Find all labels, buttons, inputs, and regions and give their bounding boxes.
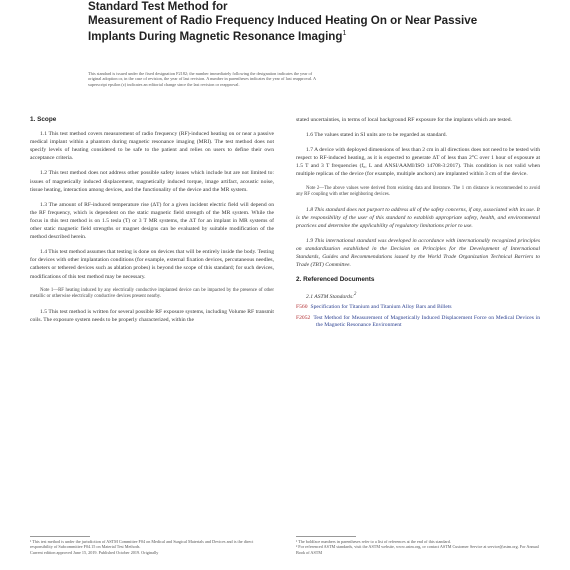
- reference-code[interactable]: F2052: [296, 314, 311, 321]
- paragraph-continued: stated uncertainties, in terms of local background RF exposure for the implants which are tested.: [296, 117, 512, 123]
- paragraph-1-6: 1.6 The values stated in SI units are to be regarded as standard.: [306, 132, 447, 139]
- document-title: [88, 0, 508, 43]
- title-footnote-mark: 1: [342, 30, 347, 37]
- reference-title[interactable]: Test Method for Measurement of Magnetically Induced Displacement Force on Medical Devices in the Magnetic Resonance Environment: [313, 314, 540, 329]
- note-2: Note 2—The above values were derived from existing data and literature. The 1 cm distance is recommended to avoid any RF coupling with other neighboring devices.: [296, 185, 540, 198]
- astm-standards-subheading: [296, 291, 540, 301]
- designation-notice: [88, 71, 498, 87]
- paragraph-1-4: 1.4 This test method assumes that testing is done on devices that will be entirely inside the body. Testing for devices with other implantation conditions (for example, external fixation devices, percutaneous needles, catheters or tethered devices such as ablation probes) is beyond the scope of this standard; for such devices, modifications of this test method may be necessary.: [30, 249, 274, 280]
- scope-heading: 1. Scope: [30, 116, 57, 123]
- reference-f560[interactable]: [296, 304, 540, 312]
- notice-line-2: original adoption or, in the case of revision, the year of last revision. A number in parentheses indicates the year of last reapproval. A: [88, 76, 317, 82]
- reference-title[interactable]: Specification for Titanium and Titanium Alloy Bars and Billets: [310, 303, 452, 310]
- astm-standards-footnote-mark: 2: [354, 291, 357, 297]
- paragraph-1-9: 1.9 This international standard was developed in accordance with internationally recognized principles on standardization established in the Decision on Principles for the Development of International Standards, Guides and Recommendations issued by the World Trade Organization Technical Barriers to Trade (TBT) Committee.: [296, 238, 540, 269]
- notice-line-1: This standard is issued under the fixed designation F2182; the number immediately following the designation indicates the year of: [88, 71, 313, 76]
- footnote-divider-left: [30, 536, 90, 537]
- footnotes-left: [30, 539, 274, 555]
- paragraph-1-5: 1.5 This test method is written for several possible RF exposure systems, including Volume RF transmit coils. The exposure system needs to be properly characterized, within the: [30, 308, 274, 323]
- footnote-2: ² For referenced ASTM standards, visit the ASTM website, www.astm.org, or contact ASTM Customer Service at service@astm.org. For Annual Book of ASTM: [296, 544, 539, 555]
- reference-code[interactable]: F560: [296, 303, 308, 310]
- paragraph-1-3: 1.3 The amount of RF-induced temperature rise (ΔT) for a given incident electric field will depend on the RF frequency, which is dependent on the static magnetic field strength of the MR system. While the focus in this test method is on 1.5 tesla (T) or 3 T MR systems, the ΔT for an implant in MR systems of other static magnetic field strengths or magnet designs can be evaluated by suitable modification of the method described herein.: [30, 201, 274, 241]
- footnote-divider-right: [296, 536, 356, 537]
- paragraph-1-8: 1.8 This standard does not purport to address all of the safety concerns, if any, associated with its use. It is the responsibility of the user of this standard to establish appropriate safety, health, and environmental practices and determine the applicability of regulatory limitations prior to use.: [296, 206, 540, 229]
- note-1: Note 1—RF heating induced by any electrically conductive implanted device can be impacted by the presence of other metallic or otherwise electrically conductive devices present nearby.: [30, 287, 274, 300]
- notice-line-3: superscript epsilon (ε) indicates an editorial change since the last revision or reapproval.: [88, 81, 240, 87]
- paragraph-1-2: 1.2 This test method does not address other possible safety issues which include but are not limited to: issues of magnetically induced displacement, magnetically induced torque, image artifact, acoustic noise, tissue heating, interaction among devices, and the functionality of the device and the MR system.: [30, 170, 274, 193]
- title-main: Measurement of Radio Frequency Induced Heating On or Near Passive Implants During Magnetic Resonance Imaging: [88, 13, 478, 43]
- footnotes-right: [296, 539, 540, 555]
- footnote-edition: Current edition approved June 15, 2019. Published October 2019. Originally: [30, 549, 159, 555]
- right-column: [296, 116, 540, 333]
- paragraph-1-7: 1.7 A device with deployed dimensions of less than 2 cm in all directions does not need to be tested with respect to RF-induced heating, as it is expected to generate ΔT of less than 2°C over 1 hour of exposure at 1.5 T and 3 T frequencies (f₀, L and ANSI/AAMI/ISO 14708-3:2017). This condition is not valid when multiple replicas of the device (for example, multiple anchors) are implanted within 3 cm of the device.: [296, 147, 540, 178]
- paragraph-1-1: 1.1 This test method covers measurement of radio frequency (RF)-induced heating on or near a passive medical implant within a phantom during magnetic resonance imaging (MRI). The test method does not specify levels of heating considered to be safe to the patient and relies on users to define their own acceptance criteria.: [30, 131, 274, 162]
- astm-standards-label: 2.1 ASTM Standards:: [306, 293, 355, 300]
- footnote-references: ¹ The boldface numbers in parentheses refer to a list of references at the end of this standard.: [296, 539, 451, 544]
- title-line-1: Standard Test Method for: [88, 0, 228, 13]
- reference-f2052[interactable]: [296, 315, 540, 330]
- footnote-1: ¹ This test method is under the jurisdiction of ASTM Committee F04 on Medical and Surgical Materials and Devices and is the direct responsibility of Subcommittee F04.15 on Material Test Methods.: [30, 539, 254, 550]
- referenced-documents-heading: 2. Referenced Documents: [296, 276, 375, 284]
- left-column: [30, 116, 274, 331]
